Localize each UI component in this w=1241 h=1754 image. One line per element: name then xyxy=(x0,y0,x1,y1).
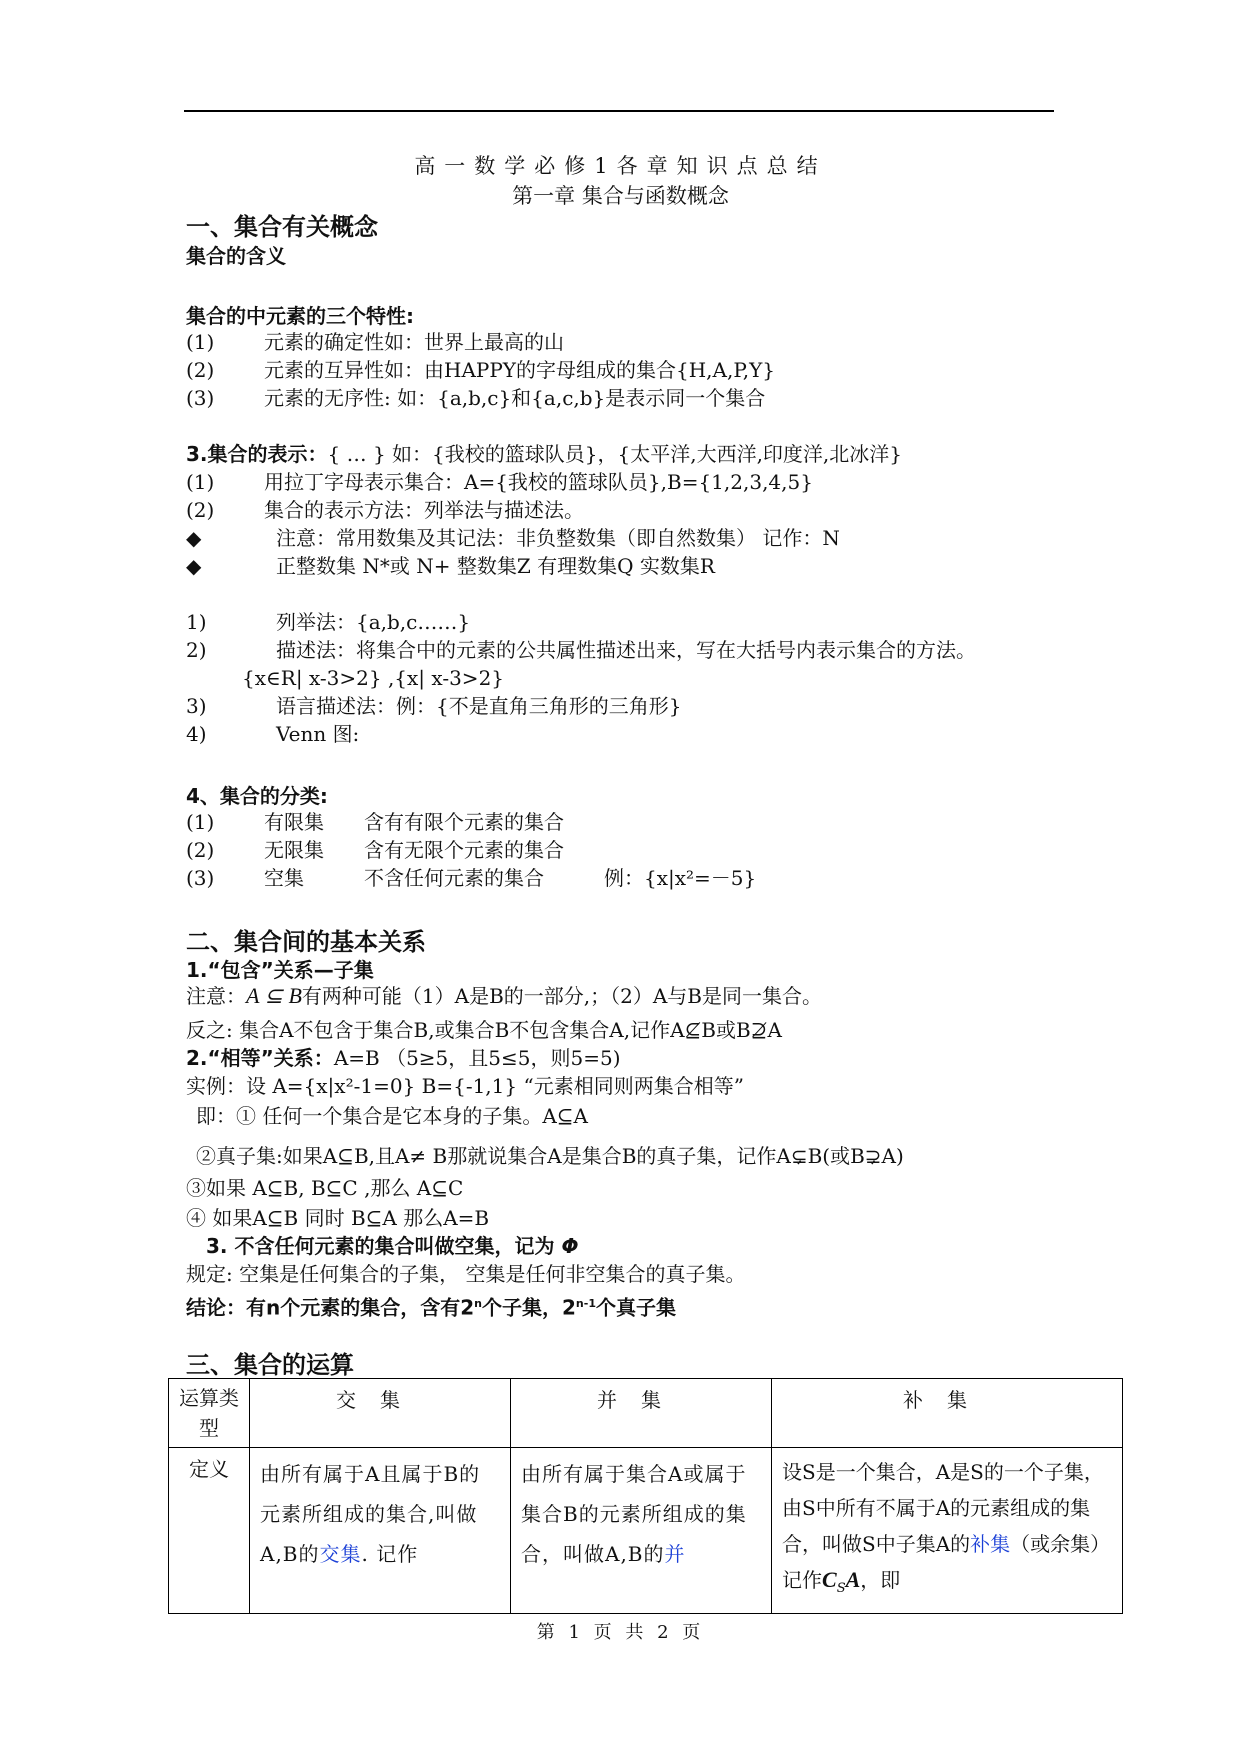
classification-heading: 4、集合的分类: xyxy=(186,784,328,808)
trait-item: (1) 元素的确定性如：世界上最高的山 xyxy=(186,330,564,354)
class-item: (3) 空集 不含任何元素的集合 例：{x|x²=－5} xyxy=(186,866,757,890)
trait-item: (2) 元素的互异性如：由HAPPY的字母组成的集合{H,A,P,Y} xyxy=(186,358,776,382)
class-item: (1) 有限集 含有有限个元素的集合 xyxy=(186,810,564,834)
table-header-cell: 交集 xyxy=(250,1379,511,1448)
chapter-title: 第一章 集合与函数概念 xyxy=(512,184,729,208)
diamond-bullet-icon: ◆ xyxy=(186,554,202,578)
method-item: 3) 语言描述法：例：{不是直角三角形的三角形} xyxy=(186,694,682,718)
section-3-heading: 三、集合的运算 xyxy=(186,1351,354,1379)
relation-point: ④ 如果A⊆B 同时 B⊆A 那么A=B xyxy=(186,1206,490,1230)
meaning-heading: 集合的含义 xyxy=(186,244,286,268)
relation-point: ③如果 A⊆B, B⊆C ,那么 A⊆C xyxy=(186,1176,464,1200)
class-item: (2) 无限集 含有无限个元素的集合 xyxy=(186,838,564,862)
header-rule xyxy=(184,110,1054,112)
diamond-bullet-icon: ◆ xyxy=(186,526,202,550)
section-2-heading: 二、集合间的基本关系 xyxy=(186,928,426,956)
traits-heading: 集合的中元素的三个特性: xyxy=(186,304,414,328)
section-1-heading: 一、集合有关概念 xyxy=(186,213,378,241)
method-example: {x∈R| x-3>2} ,{x| x-3>2} xyxy=(242,666,505,690)
subset-heading: 1.“包含”关系—子集 xyxy=(186,958,374,982)
method-item: 2) 描述法：将集合中的元素的公共属性描述出来，写在大括号内表示集合的方法。 xyxy=(186,638,976,662)
conclusion-line: 结论：有n个元素的集合，含有2$^n$个子集，2$^{n-1}$个真子集 xyxy=(186,1295,676,1320)
representation-line: 3.集合的表示：{ … } 如：{我校的篮球队员}，{太平洋,大西洋,印度洋,北冰洋} xyxy=(186,442,903,466)
bullet-note: ◆ 注意：常用数集及其记法：非负整数集（即自然数集） 记作：N xyxy=(186,526,840,550)
relation-point: 即：① 任何一个集合是它本身的子集。A⊆A xyxy=(196,1104,589,1128)
document-title: 高一数学必修1各章知识点总结 xyxy=(414,154,827,178)
page-footer: 第 1 页 共 2 页 xyxy=(536,1622,705,1643)
representation-item: (2) 集合的表示方法：列举法与描述法。 xyxy=(186,498,584,522)
table-header-cell: 运算类型 xyxy=(169,1379,250,1448)
example-line: 实例：设 A={x|x²-1=0} B={-1,1} “元素相同则两集合相等” xyxy=(186,1074,744,1098)
method-item: 4) Venn 图: xyxy=(186,722,360,746)
table-header-cell: 补集 xyxy=(772,1379,1123,1448)
converse-line: 反之: 集合A不包含于集合B,或集合B不包含集合A,记作A⊈B或B⊉A xyxy=(186,1018,782,1042)
representation-item: (1) 用拉丁字母表示集合：A={我校的篮球队员},B={1,2,3,4,5} xyxy=(186,470,813,494)
relation-point: ②真子集:如果A⊆B,且A≠ B那就说集合A是集合B的真子集，记作A⊊B(或B⊋A) xyxy=(196,1144,904,1168)
bullet-note: ◆ 正整数集 N*或 N+ 整数集Z 有理数集Q 实数集R xyxy=(186,554,715,578)
empty-set-heading: 3. 不含任何元素的集合叫做空集，记为 Φ xyxy=(206,1234,579,1258)
subset-note: 注意：A ⊆ B有两种可能（1）A是B的一部分,；（2）A与B是同一集合。 xyxy=(186,983,823,1008)
table-cell: 设S是一个集合，A是S的一个子集，由S中所有不属于A的元素组成的集合，叫做S中子集A的补集（或余集）记作$C_SA$，即 xyxy=(772,1448,1123,1614)
trait-item: (3) 元素的无序性: 如：{a,b,c}和{a,c,b}是表示同一个集合 xyxy=(186,386,766,410)
table-header-cell: 并集 xyxy=(511,1379,772,1448)
table-cell: 由所有属于A且属于B的元素所组成的集合,叫做A,B的交集. 记作 xyxy=(250,1448,511,1614)
rule-line: 规定: 空集是任何集合的子集， 空集是任何非空集合的真子集。 xyxy=(186,1262,746,1286)
equal-line: 2.“相等”关系：A=B （5≥5，且5≤5，则5=5) xyxy=(186,1046,621,1070)
table-row-label: 定义 xyxy=(169,1448,250,1614)
method-item: 1) 列举法：{a,b,c……} xyxy=(186,610,471,634)
operations-table xyxy=(168,1378,1123,1614)
table-cell: 由所有属于集合A或属于集合B的元素所组成的集合，叫做A,B的并 xyxy=(511,1448,772,1614)
